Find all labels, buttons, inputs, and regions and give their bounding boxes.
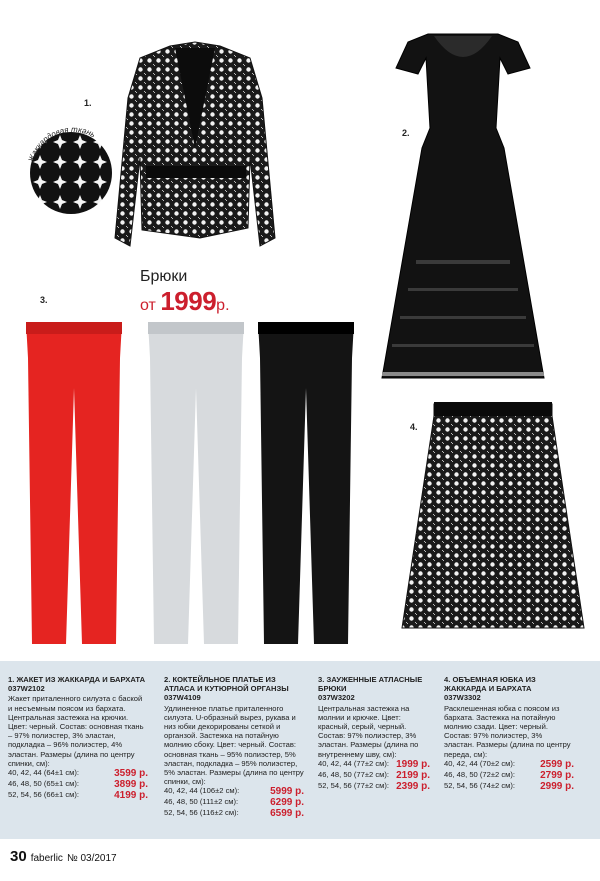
page-footer — [10, 848, 117, 865]
product-title: 3. ЗАУЖЕННЫЕ АТЛАСНЫЕ БРЮКИ — [318, 675, 423, 694]
issue-number: № 03/2017 — [66, 853, 117, 864]
size-price-row — [164, 786, 304, 797]
callout-price: 1999 — [160, 286, 217, 316]
price: 1999 р. — [396, 758, 430, 770]
item-number-1: 1. — [84, 98, 92, 108]
size-price-row — [444, 770, 574, 781]
fabric-label-curve — [18, 118, 128, 228]
jacquard-jacket-image — [100, 38, 290, 266]
size-range: 52, 54, 56 (77±2 см): — [318, 780, 390, 790]
product-info-1 — [8, 675, 148, 801]
size-range: 46, 48, 50 (72±2 см): — [444, 769, 516, 779]
size-range: 40, 42, 44 (70±2 см): — [444, 758, 516, 768]
product-description: Удлиненное платье приталенного силуэта. U-образный вырез, рукава и низ юбки декорированы сеткой и органзой. Застежка на потайную молнию сбоку. Цвет: черный. Состав: основная ткань – 95% полиэстер, 5% эластан, подкладка – 95% полиэстер, 5% эластан. Размеры (длина по центру спинки, см): — [164, 703, 304, 787]
black-satin-pants-image — [252, 318, 360, 648]
red-satin-pants-image — [20, 318, 128, 648]
callout-label: Брюки — [140, 268, 188, 285]
price: 2599 р. — [540, 758, 574, 770]
price: 2399 р. — [396, 780, 430, 792]
size-price-row — [318, 770, 430, 781]
price: 2199 р. — [396, 769, 430, 781]
price: 3599 р. — [114, 768, 148, 780]
silver-satin-pants-image — [142, 318, 250, 648]
size-range: 46, 48, 50 (65±1 см): — [8, 779, 80, 789]
size-range: 40, 42, 44 (106±2 см): — [164, 786, 240, 796]
size-range: 52, 54, 56 (66±1 см): — [8, 790, 80, 800]
price: 2799 р. — [540, 769, 574, 781]
product-title: 4. ОБЪЕМНАЯ ЮБКА ИЗ ЖАККАРДА И БАРХАТА — [444, 675, 536, 694]
size-range: 46, 48, 50 (111±2 см): — [164, 797, 239, 807]
size-range: 52, 54, 56 (116±2 см): — [164, 808, 239, 818]
product-code: 037W3302 — [444, 693, 481, 703]
product-code: 037W4109 — [164, 693, 201, 703]
price: 5999 р. — [270, 786, 304, 798]
brand-name: faberlic — [30, 853, 63, 864]
item-number-3: 3. — [40, 295, 48, 305]
size-price-row — [8, 779, 148, 790]
jacquard-skirt-image — [398, 398, 588, 638]
callout-currency: р. — [216, 297, 230, 314]
price: 2999 р. — [540, 780, 574, 792]
product-info-2 — [164, 675, 304, 819]
product-description: Центральная застежка на молнии и крючке. Цвет: красный, серый, черный. Состав: 97% полиэстер, 3% эластан. Размеры (длина по внутреннему шву, см): — [318, 703, 419, 759]
price: 4199 р. — [114, 790, 148, 802]
product-title: 1. ЖАКЕТ ИЗ ЖАККАРДА И БАРХАТА — [8, 675, 146, 684]
size-price-row — [318, 759, 430, 770]
price: 6299 р. — [270, 797, 304, 809]
price: 3899 р. — [114, 779, 148, 791]
fabric-label: Жаккардовая ткань — [26, 124, 97, 164]
item-number-4: 4. — [410, 422, 418, 432]
product-description: Жакет приталенного силуэта с баской и несъемным поясом из бархата. Центральная застежка на крючки. Цвет: черный. Состав: основная ткань – 97% полиэстер, 3% эластан, подкладка – 96% полиэстер, 4% эластан. Размеры (длина по центру спинки, см): — [8, 694, 144, 768]
product-title: 2. КОКТЕЙЛЬНОЕ ПЛАТЬЕ ИЗ АТЛАСА И КУТЮРНОЙ ОРГАНЗЫ — [164, 675, 289, 694]
size-price-row — [444, 781, 574, 792]
size-price-row — [8, 790, 148, 801]
svg-text:Жаккардовая ткань — [26, 125, 97, 164]
product-description: Расклешенная юбка с поясом из бархата. Застежка на потайную молнию сзади. Цвет: черный. Состав: 97% полиэстер, 3% эластан. Размеры (длина по центру переда, см): — [444, 703, 571, 759]
size-range: 40, 42, 44 (77±2 см): — [318, 758, 390, 768]
item-number-2: 2. — [402, 128, 410, 138]
price: 6599 р. — [270, 808, 304, 820]
product-info-3 — [318, 675, 430, 792]
product-code: 037W3202 — [318, 693, 355, 703]
size-range: 46, 48, 50 (77±2 см): — [318, 769, 390, 779]
callout-prefix: от — [140, 297, 156, 314]
pants-price-callout — [140, 268, 230, 317]
size-price-row — [164, 797, 304, 808]
size-range: 40, 42, 44 (64±1 см): — [8, 768, 80, 778]
size-price-row — [164, 808, 304, 819]
size-price-row — [8, 768, 148, 779]
product-info-panel — [0, 661, 600, 839]
size-price-row — [318, 781, 430, 792]
size-range: 52, 54, 56 (74±2 см): — [444, 780, 516, 790]
product-code: 037W2102 — [8, 684, 45, 694]
size-price-row — [444, 759, 574, 770]
cocktail-dress-image — [368, 28, 558, 390]
product-info-4 — [444, 675, 574, 792]
page-number: 30 — [10, 848, 27, 865]
